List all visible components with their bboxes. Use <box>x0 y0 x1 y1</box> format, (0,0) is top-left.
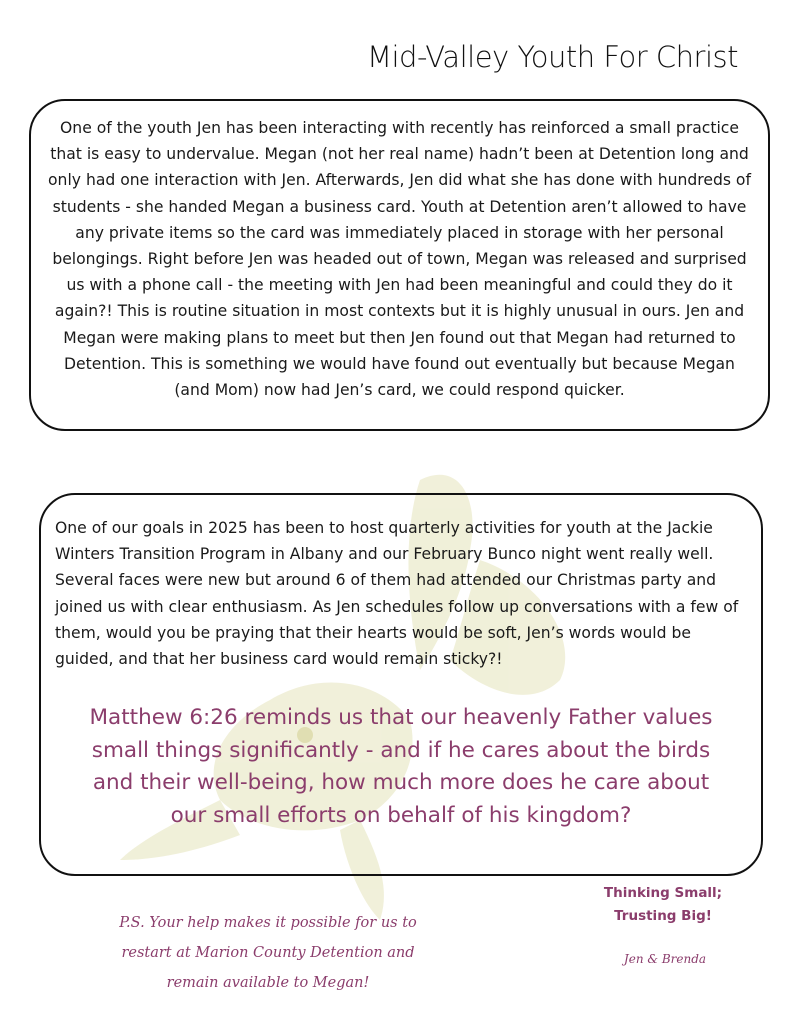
signature: Jen & Brenda <box>623 952 707 966</box>
closing-text <box>583 882 743 928</box>
scripture-quote: Matthew 6:26 reminds us that our heavenly Father values small things significantly - and if he cares about the birds and their well-being, how much more does he care about our small efforts on behalf of his kingdom? <box>89 705 713 828</box>
update-paragraph: One of our goals in 2025 has been to host quarterly activities for youth at the Jackie Winters Transition Program in Albany and our February Bunco night went really well. Several faces were new but around 6 of them had attended our Christmas party and joined us with clear enthusiasm. As Jen schedules follow up conversations with a few of them, would you be praying that their hearts would be soft, Jen’s words would be guided, and that her business card would remain sticky?! <box>55 519 739 669</box>
story-box <box>29 99 770 431</box>
postscript: P.S. Your help makes it possible for us to restart at Marion County Detention and remain available to Megan! <box>119 915 417 991</box>
story-paragraph: One of the youth Jen has been interacting with recently has reinforced a small practice that is easy to undervalue. Megan (not her real name) hadn’t been at Detention long and only had one interaction with Jen. Afterwards, Jen did what she has done with hundreds of students - she handed Megan a business card. Youth at Detention aren’t allowed to have any private items so the card was immediately placed in storage with her personal belongings. Right before Jen was headed out of town, Megan was released and surprised us with a phone call - the meeting with Jen had been meaningful and could they do it again?! This is routine situation in most contexts but it is highly unusual in ours. Jen and Megan were making plans to meet but then Jen found out that Megan had returned to Detention. This is something we would have found out eventually but because Megan (and Mom) now had Jen’s card, we could respond quicker. <box>48 119 751 400</box>
page-title: Mid-Valley Youth For Christ <box>366 40 738 74</box>
update-box <box>39 493 763 876</box>
closing-line-1: Thinking Small; <box>603 885 723 901</box>
closing-line-2: Trusting Big! <box>614 908 712 924</box>
